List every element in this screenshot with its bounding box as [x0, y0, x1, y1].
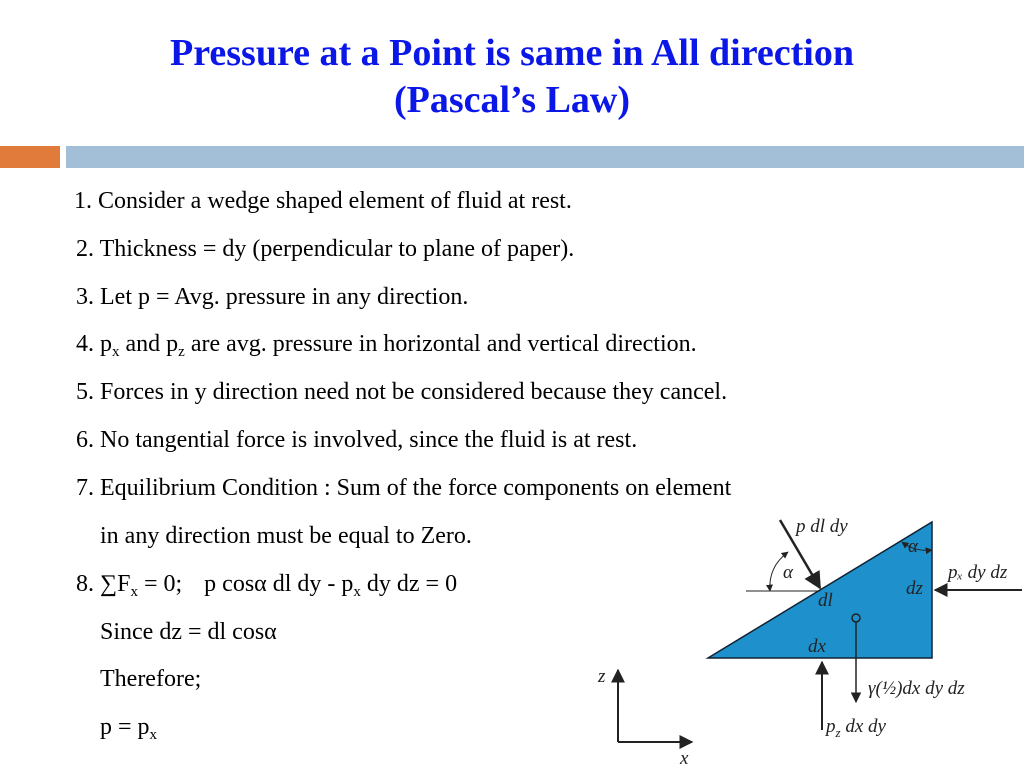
- since-line: Since dz = dl cosα: [100, 619, 277, 645]
- wedge-diagram: [590, 512, 1024, 768]
- point-3: 3. Let p = Avg. pressure in any direction.: [76, 284, 469, 310]
- point-1: 1. Consider a wedge shaped element of fluid at rest.: [74, 188, 572, 214]
- slide-title: [0, 30, 1024, 124]
- point-4: 4. $p_x$ and $p_z$ are avg. pressure in horizontal and vertical direction.: [76, 331, 697, 360]
- label-weight: γ(½)dx dy dz: [868, 678, 965, 699]
- point-2: 2. Thickness = dy (perpendicular to plane of paper).: [76, 236, 575, 262]
- label-alpha-top: α: [908, 536, 918, 557]
- point-7-continued: in any direction must be equal to Zero.: [100, 523, 472, 549]
- label-dx: dx: [808, 636, 826, 657]
- label-pz-dx-dy: $p_z$ dx dy: [826, 716, 886, 740]
- point-5: 5. Forces in y direction need not be considered because they cancel.: [76, 379, 728, 405]
- label-alpha-left: α: [783, 562, 793, 583]
- accent-bar-blue: [66, 146, 1024, 168]
- label-dl: dl: [818, 590, 833, 611]
- point-6: 6. No tangential force is involved, since the fluid is at rest.: [76, 427, 638, 453]
- label-dz: dz: [906, 578, 923, 599]
- title-line-1: Pressure at a Point is same in All direction: [170, 32, 854, 74]
- label-axis-x: x: [680, 748, 689, 768]
- title-line-2: (Pascal’s Law): [393, 79, 631, 121]
- label-px-dy-dz: pₓ dy dz: [948, 562, 1008, 583]
- label-axis-z: z: [598, 666, 606, 687]
- label-pdldy: p dl dy: [796, 516, 848, 537]
- therefore-line: Therefore;: [100, 666, 202, 692]
- equation-8: 8. $\sum F_x = 0$; p cosα dl dy - $p_x$ dy dz = 0: [76, 571, 458, 600]
- point-7: 7. Equilibrium Condition : Sum of the force components on element: [76, 475, 732, 501]
- accent-bar-orange: [0, 146, 60, 168]
- result-line: $p = p_x$: [100, 714, 158, 743]
